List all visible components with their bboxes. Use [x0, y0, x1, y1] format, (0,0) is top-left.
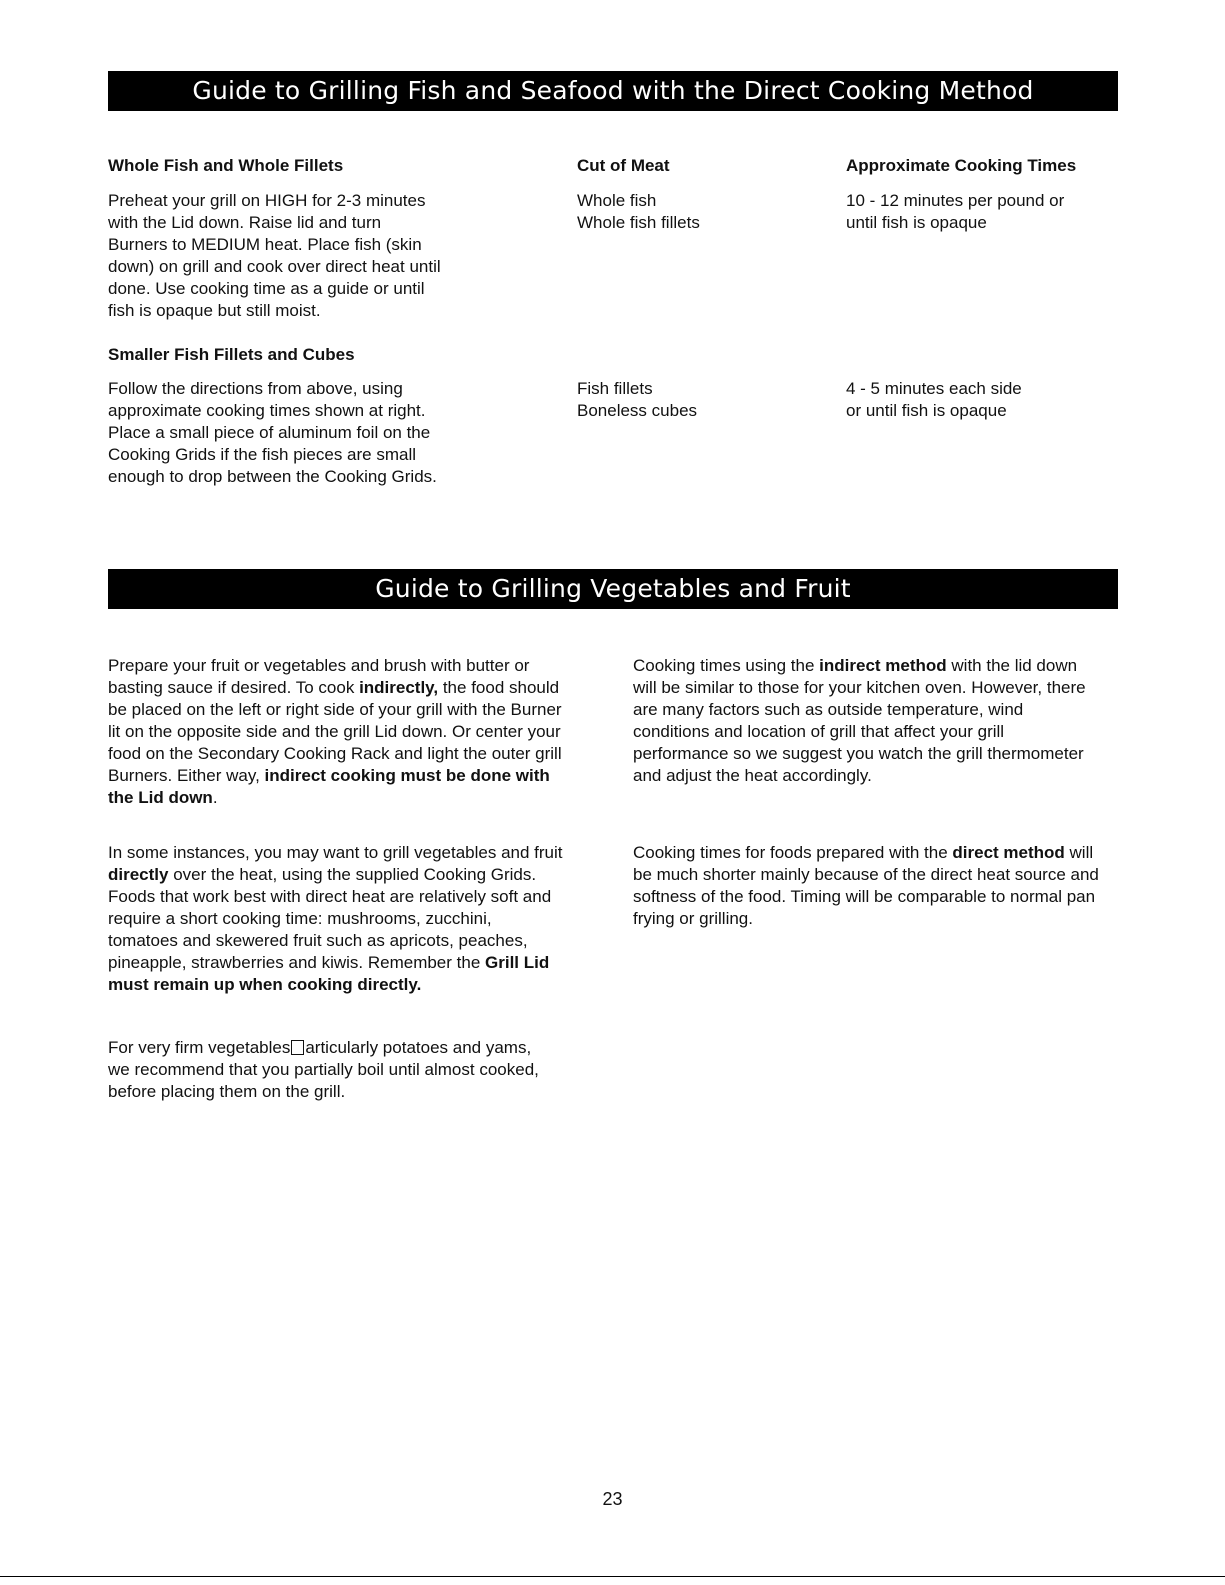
emphasis-text: Grill Lid must remain up when cooking directly. [108, 953, 550, 994]
smaller-fish-cuts [577, 378, 697, 422]
paragraph-text: Prepare your fruit or vegetables and brush with butter or basting sauce if desired. To cook [108, 656, 530, 697]
emphasis-text: indirect cooking must be done with the Lid down [108, 766, 550, 807]
time-line: 4 - 5 minutes each side [846, 379, 1022, 398]
time-line: until fish is opaque [846, 213, 987, 232]
cut-item: Whole fish [577, 191, 657, 210]
missing-glyph-box-icon [291, 1040, 304, 1055]
whole-fish-heading: Whole Fish and Whole Fillets [108, 156, 344, 175]
text-line: Burners to MEDIUM heat. Place fish (skin [108, 235, 422, 254]
text-line: Cooking Grids if the fish pieces are small [108, 445, 417, 464]
text-line: Follow the directions from above, using [108, 379, 403, 398]
text-line: Place a small piece of aluminum foil on the [108, 423, 431, 442]
time-line: or until fish is opaque [846, 401, 1007, 420]
paragraph-text: the food should be placed on the left or right side of your grill with the Burner lit on the opposite side and the grill Lid down. Or center your food on the Secondary Cooking Rack and light the outer grill Burners. Either way, [108, 678, 562, 785]
emphasis-text: directly [108, 865, 169, 884]
paragraph-text: will be much shorter mainly because of the direct heat source and softness of the food. Timing will be comparable to normal pan frying or grilling. [633, 843, 1099, 928]
paragraph-text: with the lid down will be similar to those for your kitchen oven. However, there are many factors such as outside temperature, wind conditions and location of grill that affect your grill performance so we suggest you watch the grill thermometer and adjust the heat accordingly. [633, 656, 1086, 785]
bottom-divider [0, 1576, 1225, 1577]
emphasis-text: direct method [952, 843, 1065, 862]
page-number: 23 [602, 1489, 623, 1509]
veg-direct-paragraph [108, 842, 563, 996]
paragraph-text: . [212, 788, 218, 807]
time-line: 10 - 12 minutes per pound or [846, 191, 1065, 210]
cut-item: Boneless cubes [577, 401, 698, 420]
paragraph-text: In some instances, you may want to grill vegetables and fruit [108, 843, 563, 862]
text-line: approximate cooking times shown at right. [108, 401, 426, 420]
whole-fish-cuts [577, 190, 700, 234]
firm-vegetables-paragraph [108, 1037, 548, 1103]
veg-indirect-paragraph [108, 655, 563, 809]
text-line: with the Lid down. Raise lid and turn [108, 213, 382, 232]
smaller-fish-heading: Smaller Fish Fillets and Cubes [108, 345, 355, 364]
cooking-times-header: Approximate Cooking Times [846, 156, 1077, 175]
cut-item: Whole fish fillets [577, 213, 700, 232]
text-line: done. Use cooking time as a guide or until [108, 279, 425, 298]
paragraph-text: For very firm vegetables [108, 1038, 291, 1057]
smaller-fish-instructions [108, 378, 437, 488]
emphasis-text: indirect method [819, 656, 947, 675]
indirect-times-paragraph [633, 655, 1103, 787]
section-fish-title: Guide to Grilling Fish and Seafood with the Direct Cooking Method [108, 71, 1118, 111]
cut-item: Fish fillets [577, 379, 653, 398]
whole-fish-instructions [108, 190, 441, 322]
whole-fish-times [846, 190, 1064, 234]
paragraph-text: articularly potatoes and yams, we recommend that you partially boil until almost cooked, before placing them on the grill. [108, 1038, 539, 1101]
section-vegetables-title: Guide to Grilling Vegetables and Fruit [108, 569, 1118, 609]
cut-of-meat-header: Cut of Meat [577, 156, 670, 175]
paragraph-text: Cooking times using the [633, 656, 820, 675]
paragraph-text: Cooking times for foods prepared with the [633, 843, 953, 862]
smaller-fish-times [846, 378, 1022, 422]
direct-times-paragraph [633, 842, 1103, 930]
emphasis-text: indirectly, [359, 678, 439, 697]
text-line: fish is opaque but still moist. [108, 301, 321, 320]
text-line: enough to drop between the Cooking Grids. [108, 467, 437, 486]
paragraph-text: over the heat, using the supplied Cooking Grids. Foods that work best with direct heat are relatively soft and require a short cooking time: mushrooms, zucchini, tomatoes and skewered fruit such as apricots, peaches, pineapple, strawberries and kiwis. Remember the [108, 865, 552, 972]
text-line: Preheat your grill on HIGH for 2-3 minutes [108, 191, 426, 210]
text-line: down) on grill and cook over direct heat until [108, 257, 441, 276]
